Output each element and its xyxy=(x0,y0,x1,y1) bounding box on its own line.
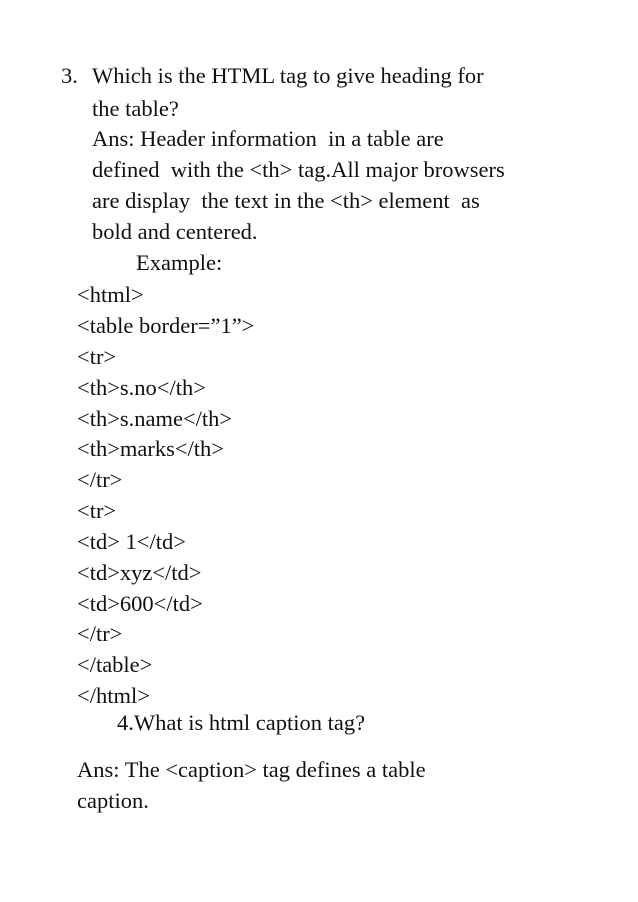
answer-3-line-3: are display the text in the <th> element as xyxy=(92,188,480,213)
code-line-13: </table> xyxy=(77,652,153,677)
answer-3-line-4: bold and centered. xyxy=(92,219,258,244)
code-line-2: <table border=”1”> xyxy=(77,313,255,338)
question-4: 4.What is html caption tag? xyxy=(117,710,366,735)
code-line-4: <th>s.no</th> xyxy=(77,375,206,400)
question-3-line-2: the table? xyxy=(92,96,179,121)
question-3-number: 3. xyxy=(61,63,78,88)
question-3-line-1: Which is the HTML tag to give heading for xyxy=(92,63,484,88)
code-line-8: <tr> xyxy=(77,498,117,523)
code-line-14: </html> xyxy=(77,683,150,708)
code-line-11: <td>600</td> xyxy=(77,591,203,616)
code-line-3: <tr> xyxy=(77,344,117,369)
code-line-6: <th>marks</th> xyxy=(77,436,224,461)
code-line-7: </tr> xyxy=(77,467,123,492)
example-label: Example: xyxy=(136,250,223,275)
code-line-5: <th>s.name</th> xyxy=(77,406,233,431)
code-line-12: </tr> xyxy=(77,621,123,646)
code-line-10: <td>xyz</td> xyxy=(77,560,202,585)
code-line-1: <html> xyxy=(77,282,144,307)
code-line-9: <td> 1</td> xyxy=(77,529,186,554)
answer-3-line-2: defined with the <th> tag.All major browsers xyxy=(92,157,505,182)
answer-4-line-1: Ans: The <caption> tag defines a table xyxy=(77,757,426,782)
answer-3-line-1: Ans: Header information in a table are xyxy=(92,126,444,151)
answer-4-line-2: caption. xyxy=(77,788,149,813)
